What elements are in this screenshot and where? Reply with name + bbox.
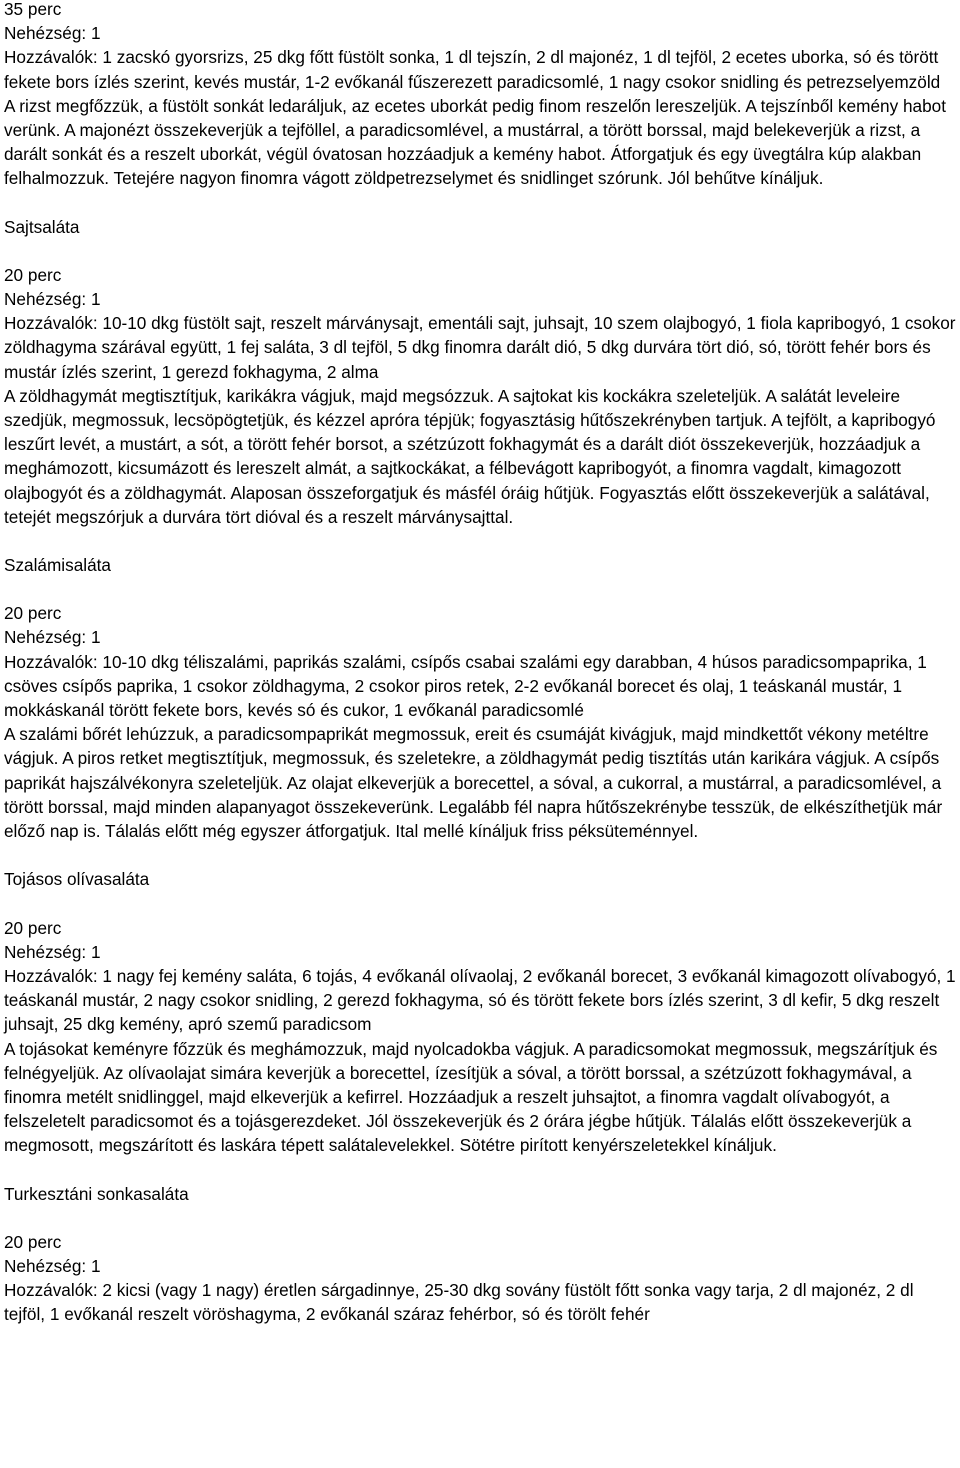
ingredients: Hozzávalók: 1 nagy fej kemény saláta, 6 tojás, 4 evőkanál olívaolaj, 2 evőkanál borecet, 3 evőkanál kimagozott olívabogyó, 1 teáskanál mustár, 2 nagy csokor snidling, 2 gerezd fokhagyma, só és törött fekete bors ízlés szerint, 3 dl kefir, 5 dkg reszelt juhsajt, 25 dkg kemény, apró szemű paradicsom [4,965,956,1035]
ingredients: Hozzávalók: 1 zacskó gyorsrizs, 25 dkg főtt füstölt sonka, 1 dl tejszín, 2 dl majonéz, 1 dl tejföl, 2 ecetes uborka, só és törött fekete bors ízlés szerint, kevés mustár, 1-2 evőkanál fűszerezett paradicsomlé, 1 nagy csokor snidling és petrezselyemzöld [4,47,941,92]
cooking-time: 35 perc [4,0,62,19]
cooking-time: 20 perc [4,603,62,624]
difficulty: Nehézség: 1 [4,627,101,648]
recipe-title: Sajtsaláta [4,216,80,237]
method: A rizst megfőzzük, a füstölt sonkát ledaráljuk, az ecetes uborkát pedig finom reszelőn lereszeljük. A tejszínből kemény habot verünk. A majonézt összekeverjük a tejföllel, a paradicsomlével, a mustárral, a törött borssal, majd belekeverjük a rizst, a darált sonkát és a reszelt uborkát, végül óvatosan hozzáadjuk a kemény habot. Átforgatjuk és egy üvegtálra kúp alakban felhalmozzuk. Tetejére nagyon finomra vágott zöldpetrezselymet és snidlinget szórunk. Jól behűtve kínáljuk. [4,95,946,189]
document-page [4,0,956,1327]
method: A tojásokat keményre főzzük és meghámozzuk, majd nyolcadokba vágjuk. A paradicsomokat megmossuk, megszárítjuk és felnégyeljük. Az olívaolajat simára keverjük a borecettel, ízesítjük a sóval, a törött borssal, a szétzúzott fokhagymával, a finomra metélt snidlinggel, majd elkeverjük a kefirrel. Hozzáadjuk a reszelt juhsajtot, a finomra vagdalt olívabogyót, a felszeletelt paradicsomot és a tojásgerezdeket. Jól összekeverjük és 2 órára jégbe hűtjük. Tálalás előtt összekeverjük a megmosott, megszárított és laskára tépett salátalevelekkel. Sötétre pirított kenyérszeletekkel kínáljuk. [4,1038,938,1156]
recipe-title: Turkesztáni sonkasaláta [4,1183,189,1204]
difficulty: Nehézség: 1 [4,1255,101,1276]
recipe-turkesztani-sonkasalata [4,1182,956,1327]
recipe-sajtsalata [4,215,956,529]
difficulty: Nehézség: 1 [4,23,101,44]
recipe-title: Szalámisaláta [4,555,111,576]
difficulty: Nehézség: 1 [4,941,101,962]
ingredients: Hozzávalók: 10-10 dkg téliszalámi, paprikás szalámi, csípős csabai szalámi egy darabban, 4 húsos paradicsompaprika, 1 csöves csípős paprika, 1 csokor zöldhagyma, 2 csokor piros retek, 2-2 evőkanál borecet és olaj, 1 teáskanál mustár, 1 mokkáskanál törött fekete bors, kevés só és cukor, 1 evőkanál paradicsomlé [4,651,927,721]
cooking-time: 20 perc [4,264,62,285]
cooking-time: 20 perc [4,1231,62,1252]
recipe-tojasos-olivasalata [4,867,956,1157]
ingredients: Hozzávalók: 2 kicsi (vagy 1 nagy) éretlen sárgadinnye, 25-30 dkg sovány füstölt főtt sonka vagy tarja, 2 dl majonéz, 2 dl tejföl, 1 evőkanál reszelt vöröshagyma, 2 evőkanál száraz fehérbor, só és törölt fehér [4,1280,914,1325]
difficulty: Nehézség: 1 [4,289,101,310]
intro-recipe [4,0,956,191]
recipe-title: Tojásos olívasaláta [4,869,150,890]
method: A zöldhagymát megtisztítjuk, karikákra vágjuk, majd megsózzuk. A sajtokat kis kockákra szeleteljük. A salátát leveleire szedjük, megmossuk, lecsöpögtetjük, és kézzel apróra tépjük; fogyasztásig hűtőszekrényben tartjuk. A tejfölt, a kapribogyó leszűrt levét, a mustárt, a sót, a törött fehér borsot, a szétzúzott fokhagymát és a darált diót összekeverjük, hozzáadjuk a meghámozott, kicsumázott és lereszelt almát, a sajtkockákat, a félbevágott kapribogyót, a finomra vagdalt, kimagozott olajbogyót és a zöldhagymát. Alaposan összeforgatjuk és másfél óráig hűtjük. Fogyasztás előtt összekeverjük a salátával, tetejét megszórjuk a durvára tört dióval és a reszelt márványsajttal. [4,385,936,527]
ingredients: Hozzávalók: 10-10 dkg füstölt sajt, reszelt márványsajt, ementáli sajt, juhsajt, 10 szem olajbogyó, 1 fiola kapribogyó, 1 csokor zöldhagyma szárával együtt, 1 fej saláta, 3 dl tejföl, 5 dkg finomra darált dió, 5 dkg durvára tört dió, só, törött fehér bors és mustár ízlés szerint, 1 gerezd fokhagyma, 2 alma [4,313,956,382]
recipe-szalamisalata [4,553,956,843]
cooking-time: 20 perc [4,917,62,938]
method: A szalámi bőrét lehúzzuk, a paradicsompaprikát megmossuk, ereit és csumáját kivágjuk, majd mindkettőt vékony metéltre vágjuk. A piros retket megtisztítjuk, megmossuk, és szeletekre, a zöldhagymát pedig tisztítás után karikára vágjuk. A csípős paprikát hajszálvékonyra szeleteljük. Az olajat elkeverjük a borecettel, a sóval, a cukorral, a mustárral, a paradicsomlével, a törött borssal, majd minden alapanyagot összekeverünk. Legalább fél napra hűtőszekrénybe tesszük, de elkészíthetjük már előző nap is. Tálalás előtt még egyszer átforgatjuk. Ital mellé kínáljuk friss péksüteménnyel. [4,724,943,842]
